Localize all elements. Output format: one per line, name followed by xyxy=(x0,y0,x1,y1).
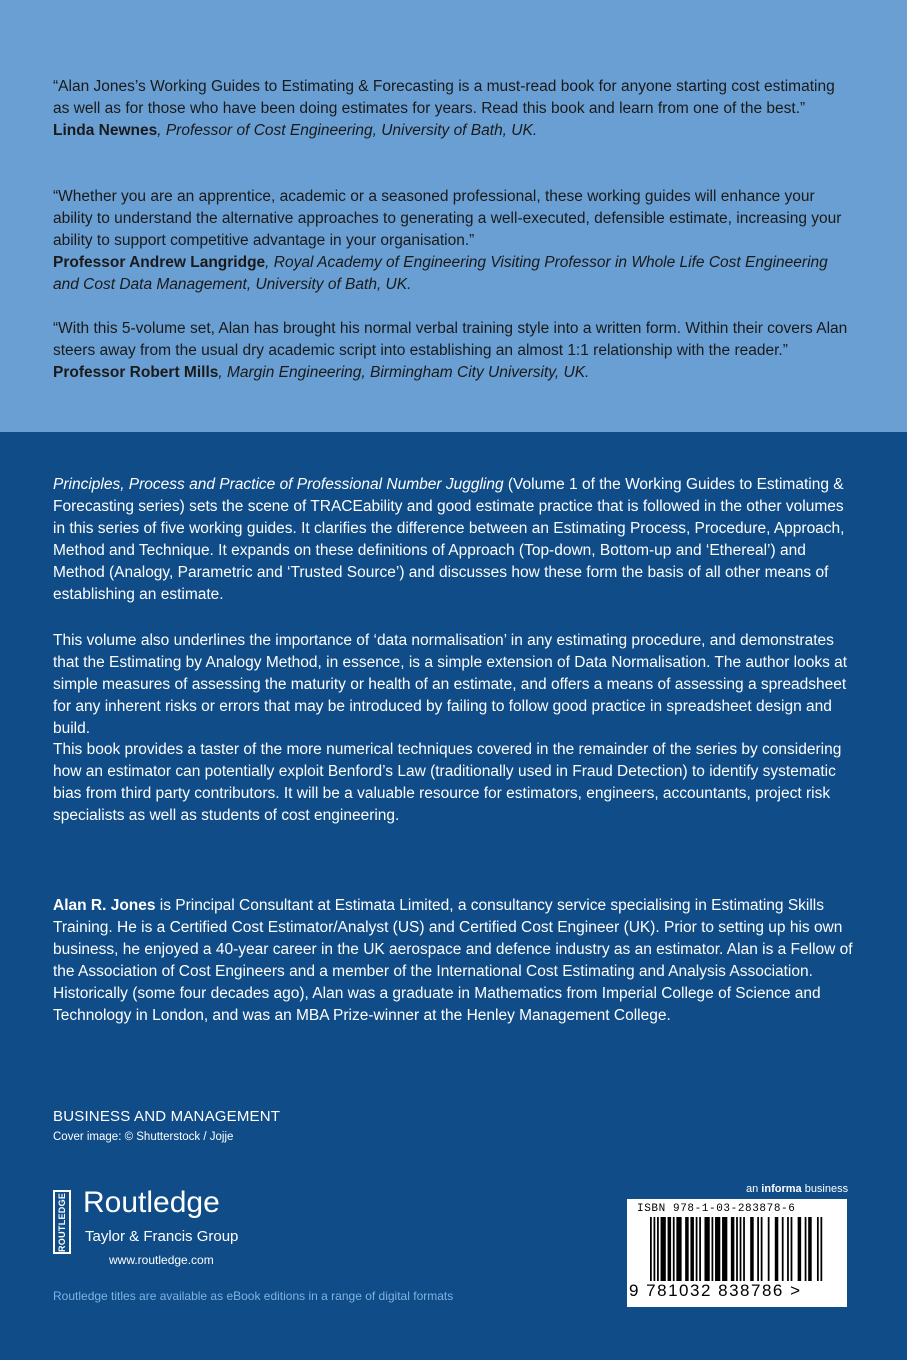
barcode-bar xyxy=(791,1217,793,1281)
barcode-bar xyxy=(696,1217,698,1281)
barcode-bar xyxy=(805,1217,807,1281)
routledge-logo-mark: ROUTLEDGE xyxy=(53,1190,71,1254)
barcode-bar xyxy=(685,1217,689,1281)
publisher-url: www.routledge.com xyxy=(109,1253,214,1267)
barcode-bar xyxy=(650,1217,652,1281)
description-paragraph-1 xyxy=(53,474,853,606)
informa-prefix: an xyxy=(746,1183,762,1195)
barcode-bar xyxy=(736,1217,738,1281)
informa-suffix: business xyxy=(801,1183,849,1195)
quote-text: “Whether you are an apprentice, academic or a seasoned professional, these working guides will enhance your ability to understand the alternative approaches to generating a well-executed, defensible estimate, increasing your ability to support competitive advantage in your organisation.” xyxy=(53,188,842,249)
barcode-bar xyxy=(676,1217,681,1281)
description-text: This book provides a taster of the more numerical techniques covered in the remainder of the series by considering how an estimator can potentially exploit Benford’s Law (traditionally used in Fraud Detection) to identify systematic bias from third party contributors. It will be a valuable resource for estimators, engineers, accountants, project risk specialists as well as students of cost engineering. xyxy=(53,741,842,824)
quote-attribution xyxy=(53,362,853,384)
barcode-bar xyxy=(743,1217,745,1281)
endorsement-quote xyxy=(53,76,853,142)
barcode-bar xyxy=(673,1217,675,1281)
barcode-bar xyxy=(750,1217,754,1281)
author-bio xyxy=(53,895,853,1027)
barcode-bar xyxy=(740,1217,742,1281)
book-title: Principles, Process and Practice of Professional Number Juggling xyxy=(53,476,504,493)
barcode-bar xyxy=(787,1217,789,1281)
quote-text: “Alan Jones’s Working Guides to Estimating & Forecasting is a must-read book for anyone starting cost estimating as well as for those who have been doing estimates for years. Read this book and learn from one of the best.” xyxy=(53,78,835,117)
quote-author: Linda Newnes xyxy=(53,122,158,139)
barcode-bar xyxy=(661,1217,666,1281)
quote-author-role: , Professor of Cost Engineering, University of Bath, UK. xyxy=(157,122,538,139)
barcode-digits: 9 781032 838786 > xyxy=(629,1281,802,1300)
barcode-bar xyxy=(817,1217,819,1281)
subject-category: BUSINESS AND MANAGEMENT xyxy=(53,1108,281,1125)
barcode-bar xyxy=(757,1217,759,1281)
barcode-bar xyxy=(654,1217,656,1281)
isbn-label: ISBN 978-1-03-283878-6 xyxy=(637,1203,796,1215)
barcode-bar xyxy=(722,1217,727,1281)
barcode-bar xyxy=(699,1217,701,1281)
barcode-bar xyxy=(768,1217,770,1281)
quote-author: Professor Robert Mills xyxy=(53,364,219,381)
barcode-bar xyxy=(690,1217,694,1281)
description-text: This volume also underlines the importance of ‘data normalisation’ in any estimating procedure, and demonstrates that the Estimating by Analogy Method, in essence, is a simple extension of Data Normalisation. The author looks at simple measures of assessing the maturity or health of an estimate, and offers a means of assessing a spreadsheet for any inherent risks or errors that may be introduced by failing to follow good practice in spreadsheet design and build. xyxy=(53,632,848,737)
author-bio-text: is Principal Consultant at Estimata Limited, a consultancy service specialising in Estimating Skills Training. He is a Certified Cost Estimator/Analyst (US) and Certified Cost Engineer (UK). Prior to setting up his own business, he enjoyed a 40-year career in the UK aerospace and defence industry as an estimator. Alan is a Fellow of the Association of Cost Engineers and a member of the International Cost Estimating and Analysis Association. Historically (some four decades ago), Alan was a graduate in Mathematics from Imperial College of Science and Technology in London, and was an MBA Prize-winner at the Henley Management College. xyxy=(53,897,853,1024)
description-text: (Volume 1 of the Working Guides to Estimating & Forecasting series) sets the scene of TRACEability and good estimate practice that is followed in the other volumes in this series of five working guides. It clarifies the difference between an Estimating Process, Procedure, Approach, Method and Technique. It expands on these definitions of Approach (Top-down, Bottom-up and ‘Ethereal’) and Method (Analogy, Parametric and ‘Trusted Source’) and discusses how these form the basis of all other means of establishing an estimate. xyxy=(53,476,845,603)
barcode-bar xyxy=(715,1217,720,1281)
barcode-bar xyxy=(798,1217,802,1281)
barcode-bar xyxy=(782,1217,784,1281)
quote-author-role: , Margin Engineering, Birmingham City University, UK. xyxy=(218,364,590,381)
barcode-bar xyxy=(775,1217,779,1281)
endorsement-quote xyxy=(53,318,853,384)
quote-author-role: , Royal Academy of Engineering Visiting Professor in Whole Life Cost Engineering and Cost Data Management, University of Bath, UK. xyxy=(53,254,828,293)
ebook-note: Routledge titles are available as eBook editions in a range of digital formats xyxy=(53,1289,454,1303)
barcode-bar xyxy=(761,1217,763,1281)
publisher-group: Taylor & Francis Group xyxy=(85,1228,239,1245)
isbn-barcode xyxy=(627,1199,847,1307)
barcode-bar xyxy=(704,1217,709,1281)
quote-text: “With this 5-volume set, Alan has brought his normal verbal training style into a written form. Within their covers Alan steers away from the usual dry academic script into establishing an almost 1:1 relationship with the reader.” xyxy=(53,320,848,359)
quote-attribution xyxy=(53,120,853,142)
barcode-bar xyxy=(820,1217,822,1281)
description-paragraph-3 xyxy=(53,739,853,827)
barcode-bar xyxy=(808,1217,812,1281)
informa-tagline xyxy=(746,1183,848,1195)
informa-brand: informa xyxy=(761,1183,802,1195)
description-panel xyxy=(0,432,907,1360)
endorsements-panel xyxy=(0,0,907,432)
author-name: Alan R. Jones xyxy=(53,897,156,914)
endorsement-quote xyxy=(53,186,853,296)
barcode-bar xyxy=(712,1217,714,1281)
barcode-bar xyxy=(657,1217,659,1281)
barcode-bars xyxy=(649,1217,825,1281)
cover-credit: Cover image: © Shutterstock / Jojje xyxy=(53,1131,234,1143)
description-paragraph-2 xyxy=(53,630,853,740)
publisher-name: Routledge xyxy=(83,1186,220,1219)
quote-author: Professor Andrew Langridge xyxy=(53,254,266,271)
barcode-bar xyxy=(668,1217,672,1281)
barcode-bar xyxy=(731,1217,735,1281)
quote-attribution xyxy=(53,252,853,296)
